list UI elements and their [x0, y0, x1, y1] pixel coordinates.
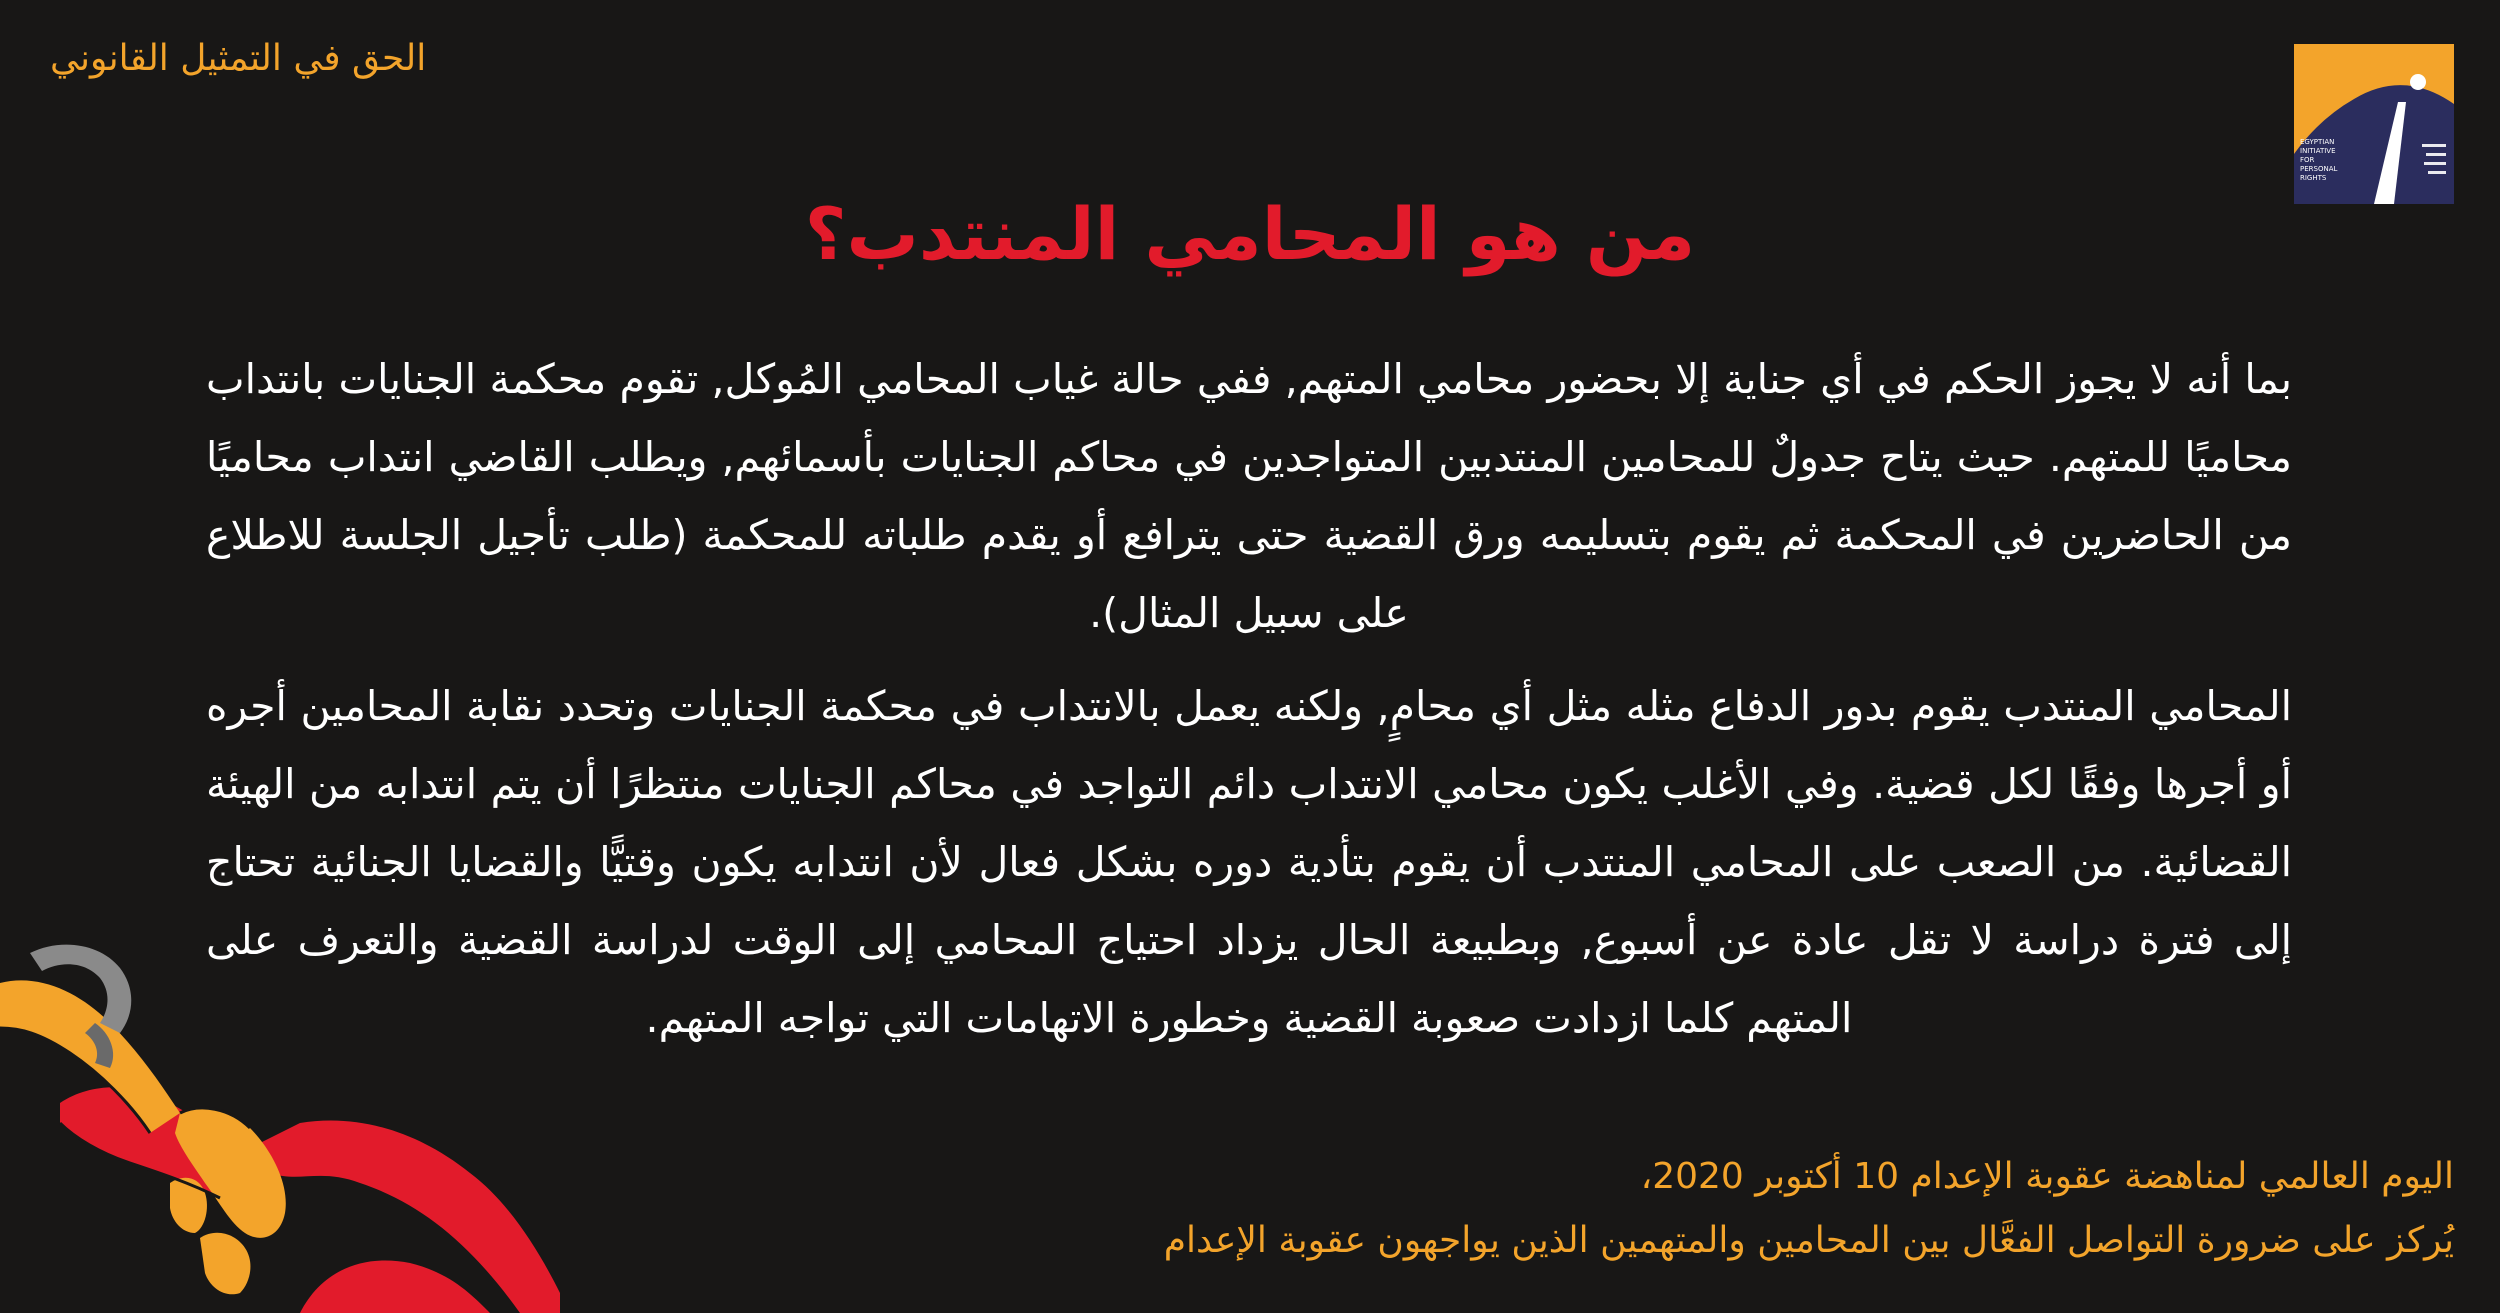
- footer: [1164, 1145, 2454, 1273]
- eipr-logo-icon: [2294, 44, 2454, 204]
- logo-line-2: INITIATIVE: [2300, 147, 2336, 155]
- logo-line-4: PERSONAL: [2300, 165, 2338, 173]
- handcuffed-hands-illustration: [0, 883, 560, 1313]
- logo-line-1: EGYPTIAN: [2300, 138, 2335, 146]
- page-title: من هو المحامي المنتدب؟: [804, 192, 1696, 276]
- tagline: الحق في التمثيل القانوني: [50, 38, 427, 79]
- paragraph-2: المحامي المنتدب يقوم بدور الدفاع مثله مثل أي محامٍ, ولكنه يعمل بالانتداب في محكمة الجنايات وتحدد نقابة المحامين أجره أو أجرها وفقًا لكل قضية. وفي الأغلب يكون محامي الانتداب دائم التواجد في محاكم الجنايات منتظرًا أن يتم انتدابه من الهيئة القضائية. من الصعب على المحامي المنتدب أن يقوم بتأدية دوره بشكل فعال لأن انتدابه يكون وقتيًّا والقضايا الجنائية تحتاج إلى فترة دراسة لا تقل عادة عن أسبوع, وبطبيعة الحال يزداد احتياج المحامي إلى الوقت لدراسة القضية والتعرف على المتهم كلما ازدادت صعوبة القضية وخطورة الاتهامات التي تواجه المتهم.: [206, 682, 2292, 1042]
- logo-line-5: RIGHTS: [2300, 174, 2327, 182]
- footer-line-2: يُركز على ضرورة التواصل الفعَّال بين المحامين والمتهمين الذين يواجهون عقوبة الإعدام: [1163, 1220, 2454, 1261]
- footer-line-1: اليوم العالمي لمناهضة عقوبة الإعدام 10 أكتوبر 2020،: [1640, 1156, 2454, 1197]
- logo-line-3: FOR: [2300, 156, 2315, 164]
- paragraph-1: بما أنه لا يجوز الحكم في أي جناية إلا بحضور محامي المتهم, ففي حالة غياب المحامي المُوكل, تقوم محكمة الجنايات بانتداب محاميًا للمتهم. حيث يتاح جدولٌ للمحامين المنتدبين المتواجدين في محاكم الجنايات بأسمائهم, ويطلب القاضي انتداب محاميًا من الحاضرين في المحكمة ثم يقوم بتسليمه ورق القضية حتى يترافع أو يقدم طلباته للمحكمة (طلب تأجيل الجلسة للاطلاع على سبيل المثال).: [206, 355, 2292, 637]
